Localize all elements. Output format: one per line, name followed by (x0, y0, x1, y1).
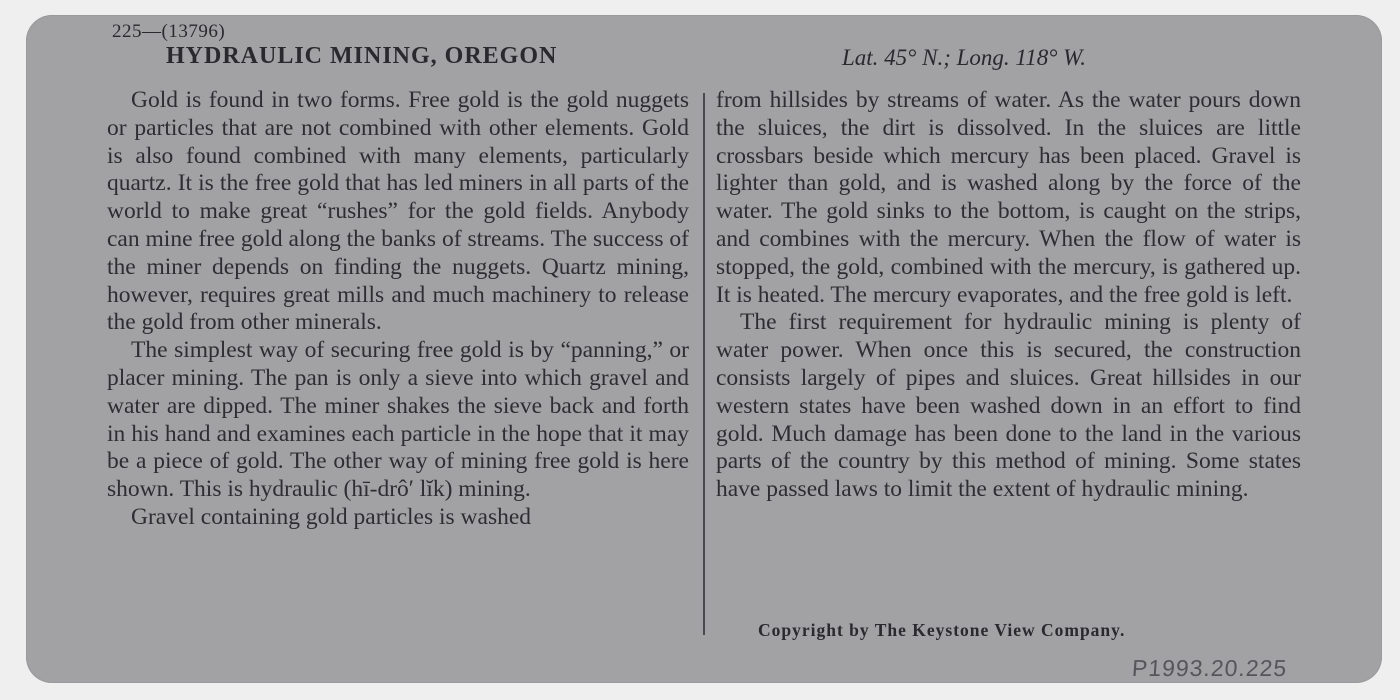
right-column (716, 87, 1301, 504)
paragraph: Gravel containing gold particles is washed (131, 503, 532, 530)
catalog-number: 225—(13796) (112, 21, 226, 42)
paragraph: The first requirement for hydraulic mining is plenty of water power. When once this is secured, the construction consists largely of pipes and sluices. Great hillsides in our western states have been washed down in an effort to find gold. Much damage has been done to the land in the various parts of the country by this method of mining. Some states have passed laws to limit the extent of hydraulic mining. (716, 309, 1301, 503)
stereograph-card-back (26, 15, 1382, 683)
left-column (107, 87, 689, 532)
card-title: HYDRAULIC MINING, OREGON (166, 43, 558, 69)
copyright-line: Copyright by The Keystone View Company. (758, 620, 1126, 640)
column-divider (703, 93, 705, 635)
paragraph: Gold is found in two forms. Free gold is the gold nuggets or particles that are not combined with other elements. Gold is also found combined with many elements, particularly quartz. It is the free gold that has led miners in all parts of the world to make great “rushes” for the gold fields. Anybody can mine free gold along the banks of streams. The success of the miner depends on finding the nuggets. Quartz mining, however, requires great mills and much machinery to release the gold from other minerals. (107, 87, 689, 336)
coordinates: Lat. 45° N.; Long. 118° W. (842, 45, 1086, 70)
paragraph: from hillsides by streams of water. As the water pours down the sluices, the dirt is dissolved. In the sluices are little crossbars beside which mercury has been placed. Gravel is lighter than gold, and is washed along by the force of the water. The gold sinks to the bottom, is caught on the strips, and combines with the mercury. When the flow of water is stopped, the gold, combined with the mercury, is gathered up. It is heated. The mercury evaporates, and the free gold is left. (716, 87, 1301, 308)
paragraph: The simplest way of securing free gold is by “panning,” or placer mining. The pan is only a sieve into which gravel and water are dipped. The miner shakes the sieve back and forth in his hand and examines each particle in the hope that it may be a piece of gold. The other way of mining free gold is here shown. This is hydraulic (hī-drô′ lĭk) mining. (107, 337, 689, 503)
accession-number: P1993.20.225 (1131, 655, 1289, 681)
